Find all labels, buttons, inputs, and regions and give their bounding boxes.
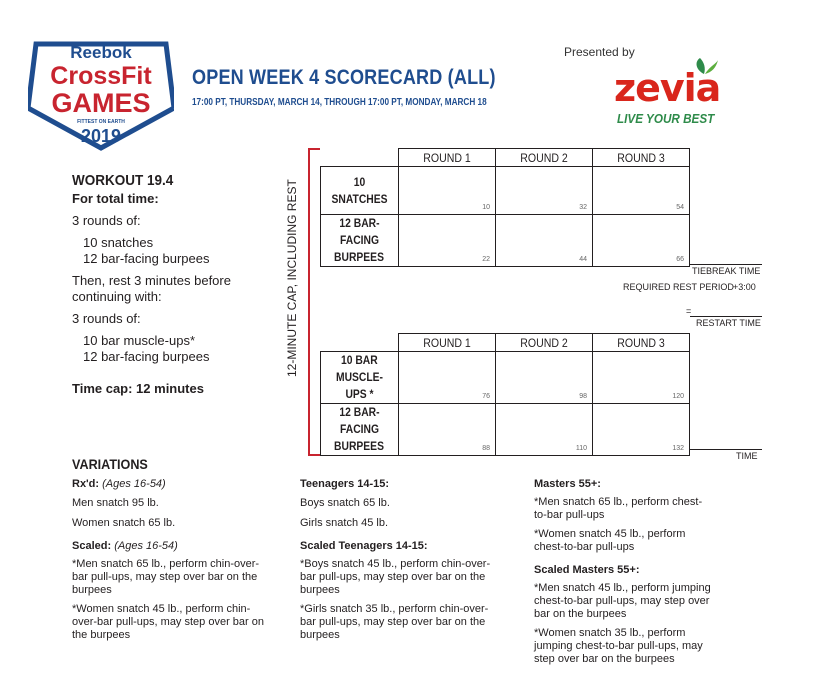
logo-line2: GAMES	[51, 88, 151, 118]
presented-by: Presented by	[564, 45, 635, 59]
cumulative-reps: 98	[579, 393, 587, 400]
variation-item: *Men snatch 65 lb., perform chin-over-bar pull-ups, may step over bar on the burpees	[72, 558, 260, 596]
required-rest-label: REQUIRED REST PERIOD	[623, 282, 734, 292]
tiebreak-line	[690, 264, 762, 265]
round-header: ROUND 3	[593, 334, 690, 352]
cumulative-reps: 110	[575, 445, 587, 452]
workout-line: 3 rounds of:	[72, 213, 141, 228]
workout-for-total-time: For total time:	[72, 191, 159, 206]
scaled-heading: Scaled: (Ages 16-54)	[72, 540, 178, 552]
scorecard-table-1	[320, 148, 690, 267]
cumulative-reps: 10	[482, 204, 490, 211]
variation-item: Boys snatch 65 lb.	[300, 497, 390, 509]
variations-col-teens	[300, 478, 500, 642]
exercise-label: 12 BAR-FACING BURPEES	[321, 215, 399, 267]
workout-line: continuing with:	[72, 289, 162, 304]
tiebreak-label: TIEBREAK TIME	[692, 266, 761, 276]
scaled-teen-heading: Scaled Teenagers 14-15:	[300, 540, 428, 552]
logo-line1: CrossFit	[50, 62, 152, 90]
score-cell[interactable]	[593, 352, 690, 404]
cumulative-reps: 76	[482, 393, 490, 400]
cumulative-reps: 44	[579, 256, 587, 263]
equals-sign: =	[686, 306, 692, 316]
cumulative-reps: 132	[672, 445, 684, 452]
page-title	[192, 66, 496, 90]
workout-line: 3 rounds of:	[72, 311, 141, 326]
variation-item: *Girls snatch 35 lb., perform chin-over-bar pull-ups, may step over bar on the burpees	[300, 603, 489, 641]
title-prefix: OPEN WEEK 4	[192, 66, 325, 89]
sponsor-tagline: LIVE YOUR BEST	[617, 111, 715, 126]
workout-line: 10 bar muscle-ups*	[83, 333, 195, 348]
masters-heading: Masters 55+:	[534, 478, 601, 490]
restart-line	[690, 316, 762, 317]
variations-col-rxd	[72, 478, 272, 642]
cumulative-reps: 54	[676, 204, 684, 211]
score-cell[interactable]	[496, 215, 593, 267]
variation-item: *Boys snatch 45 lb., perform chin-over-bar pull-ups, may step over bar on the burpees	[300, 558, 491, 596]
cumulative-reps: 32	[579, 204, 587, 211]
exercise-label: 10 BAR MUSCLE-UPS *	[321, 352, 399, 404]
teen-heading: Teenagers 14-15:	[300, 478, 390, 490]
score-cell[interactable]	[399, 352, 496, 404]
time-line	[690, 449, 762, 450]
variation-item: Girls snatch 45 lb.	[300, 517, 389, 529]
exercise-label: 10 SNATCHES	[321, 167, 399, 215]
required-rest-value: +3:00	[733, 282, 756, 292]
round-header: ROUND 3	[593, 149, 690, 167]
exercise-label: 12 BAR-FACING BURPEES	[321, 404, 399, 456]
score-cell[interactable]	[496, 404, 593, 456]
workout-line: Then, rest 3 minutes before	[72, 273, 231, 288]
workout-line: 12 bar-facing burpees	[83, 349, 210, 364]
score-cell[interactable]	[399, 215, 496, 267]
variations-col-masters	[534, 478, 724, 666]
workout-line: 10 snatches	[83, 235, 154, 250]
workout-time-cap: Time cap: 12 minutes	[72, 381, 204, 396]
variation-item: *Men snatch 45 lb., perform jumping chest-to-bar pull-ups, may step over bar on the burpees	[534, 582, 711, 620]
round-header: ROUND 2	[496, 334, 593, 352]
logo-year: 2019	[80, 126, 122, 146]
score-cell[interactable]	[593, 404, 690, 456]
workout-title: WORKOUT 19.4	[72, 172, 174, 189]
variation-item: Men snatch 95 lb.	[72, 497, 159, 509]
round-header: ROUND 2	[496, 149, 593, 167]
cumulative-reps: 66	[676, 256, 684, 263]
score-cell[interactable]	[593, 215, 690, 267]
cumulative-reps: 120	[672, 393, 684, 400]
round-header: ROUND 1	[399, 334, 496, 352]
score-cell[interactable]	[399, 404, 496, 456]
workout-line: 12 bar-facing burpees	[83, 251, 210, 266]
time-cap-label: 12-MINUTE CAP, INCLUDING REST	[285, 179, 299, 377]
restart-label: RESTART TIME	[696, 318, 761, 328]
scaled-masters-heading: Scaled Masters 55+:	[534, 564, 640, 576]
cumulative-reps: 22	[482, 256, 490, 263]
time-label: TIME	[736, 451, 758, 461]
score-cell[interactable]	[496, 167, 593, 215]
cumulative-reps: 88	[482, 445, 490, 452]
round-header: ROUND 1	[399, 149, 496, 167]
page-subtitle: 17:00 PT, THURSDAY, MARCH 14, THROUGH 17:00 PT, MONDAY, MARCH 18	[192, 97, 487, 108]
score-cell[interactable]	[496, 352, 593, 404]
variations-title: VARIATIONS	[72, 456, 148, 472]
sponsor-logo: zevia	[614, 66, 721, 110]
time-cap-bracket	[308, 148, 320, 456]
title-suffix: SCORECARD (ALL)	[324, 66, 496, 89]
rxd-heading: Rx'd: (Ages 16-54)	[72, 478, 166, 490]
score-cell[interactable]	[399, 167, 496, 215]
variation-item: *Women snatch 35 lb., perform jumping chest-to-bar pull-ups, may step over bar on the burpees	[534, 627, 703, 665]
variation-item: *Men snatch 65 lb., perform chest-to-bar pull-ups	[534, 496, 703, 521]
score-cell[interactable]	[593, 167, 690, 215]
scorecard-table-2	[320, 333, 690, 456]
variation-item: Women snatch 65 lb.	[72, 517, 176, 529]
variation-item: *Women snatch 45 lb., perform chin-over-bar pull-ups, may step over bar on the burpees	[72, 603, 264, 641]
logo-tagline: FITTEST ON EARTH	[77, 119, 125, 125]
crossfit-games-logo	[28, 38, 174, 154]
variation-item: *Women snatch 45 lb., perform chest-to-bar pull-ups	[534, 528, 686, 553]
logo-brand: Reebok	[70, 43, 132, 62]
